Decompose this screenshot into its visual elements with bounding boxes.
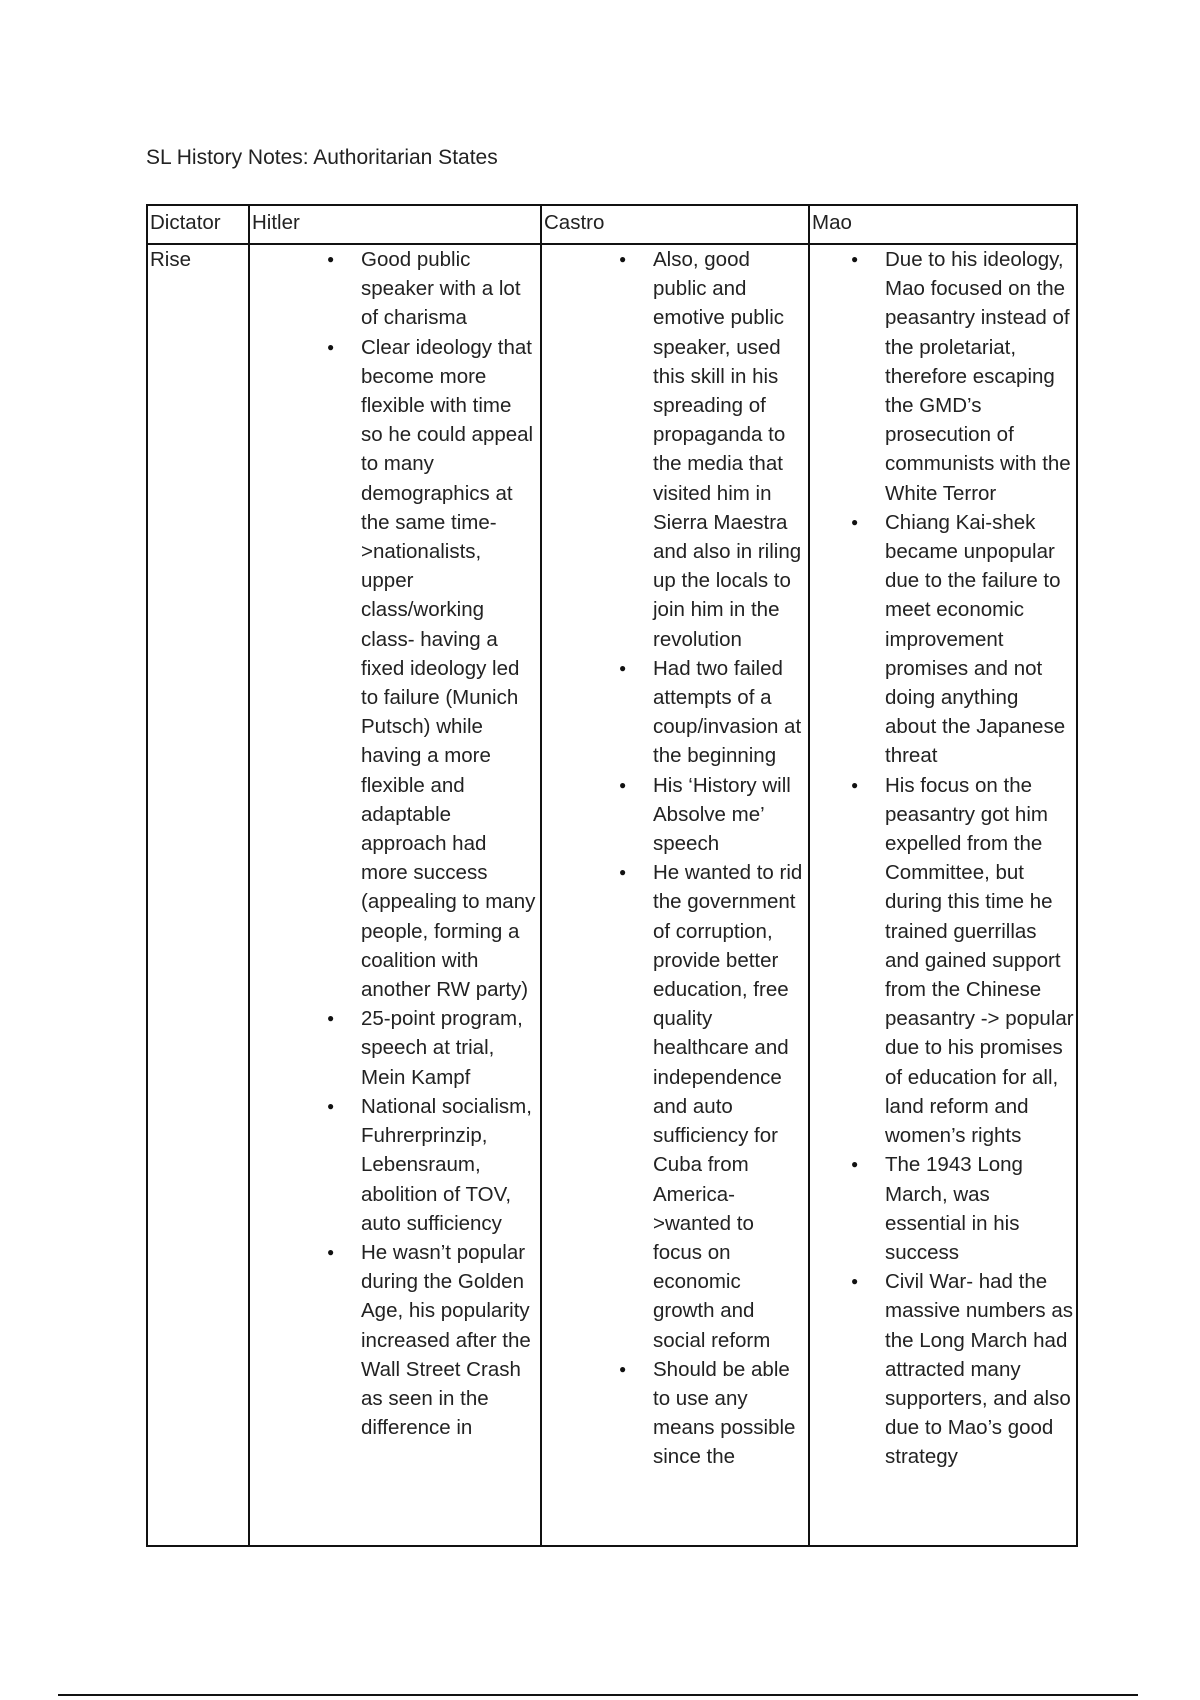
list-item: ● Had two failed attempts of a coup/invasion at the beginning [653,654,806,771]
comparison-table [146,204,1078,1547]
page-footer-rule [58,1694,1138,1696]
list-item: ● The 1943 Long March, was essential in his success [885,1150,1074,1267]
list-item: ● Should be able to use any means possible since the [653,1355,806,1472]
castro-bullet-list [544,245,806,1472]
hitler-cell [249,244,541,1546]
table-row-rise [147,244,1077,1546]
list-item: ● Due to his ideology, Mao focused on the peasantry instead of the proletariat, therefore escaping the GMD’s prosecution of communists with the White Terror [885,245,1074,508]
header-dictator: Dictator [147,205,249,244]
list-item: ● 25-point program, speech at trial, Mein Kampf [361,1004,536,1092]
list-item: ● Also, good public and emotive public speaker, used this skill in his spreading of propaganda to the media that visited him in Sierra Maestra and also in riling up the locals to join him in the revolution [653,245,806,654]
list-item: ● Good public speaker with a lot of charisma [361,245,536,333]
header-hitler: Hitler [249,205,541,244]
table-header-row [147,205,1077,244]
list-item: ● His focus on the peasantry got him expelled from the Committee, but during this time he trained guerrillas and gained support from the Chinese peasantry -> popular due to his promises of education for all, land reform and women’s rights [885,771,1074,1151]
header-castro: Castro [541,205,809,244]
row-label-rise: Rise [147,244,249,1546]
list-item: ● He wasn’t popular during the Golden Age, his popularity increased after the Wall Street Crash as seen in the difference in [361,1238,536,1442]
list-item: ● National socialism, Fuhrerprinzip, Lebensraum, abolition of TOV, auto sufficiency [361,1092,536,1238]
list-item: ● Chiang Kai-shek became unpopular due to the failure to meet economic improvement promises and not doing anything about the Japanese threat [885,508,1074,771]
list-item: ● Clear ideology that become more flexible with time so he could appeal to many demographics at the same time->nationalists, upper class/working class- having a fixed ideology led to failure (Munich Putsch) while having a more flexible and adaptable approach had more success (appealing to many people, forming a coalition with another RW party) [361,333,536,1005]
list-item: ● His ‘History will Absolve me’ speech [653,771,806,859]
mao-cell [809,244,1077,1546]
list-item: ● He wanted to rid the government of corruption, provide better education, free quality healthcare and independence and auto sufficiency for Cuba from America->wanted to focus on economic growth and social reform [653,858,806,1354]
hitler-bullet-list [252,245,538,1442]
header-mao: Mao [809,205,1077,244]
mao-bullet-list [812,245,1074,1472]
list-item: ● Civil War- had the massive numbers as the Long March had attracted many supporters, and also due to Mao’s good strategy [885,1267,1074,1471]
document-title: SL History Notes: Authoritarian States [146,146,498,169]
castro-cell [541,244,809,1546]
